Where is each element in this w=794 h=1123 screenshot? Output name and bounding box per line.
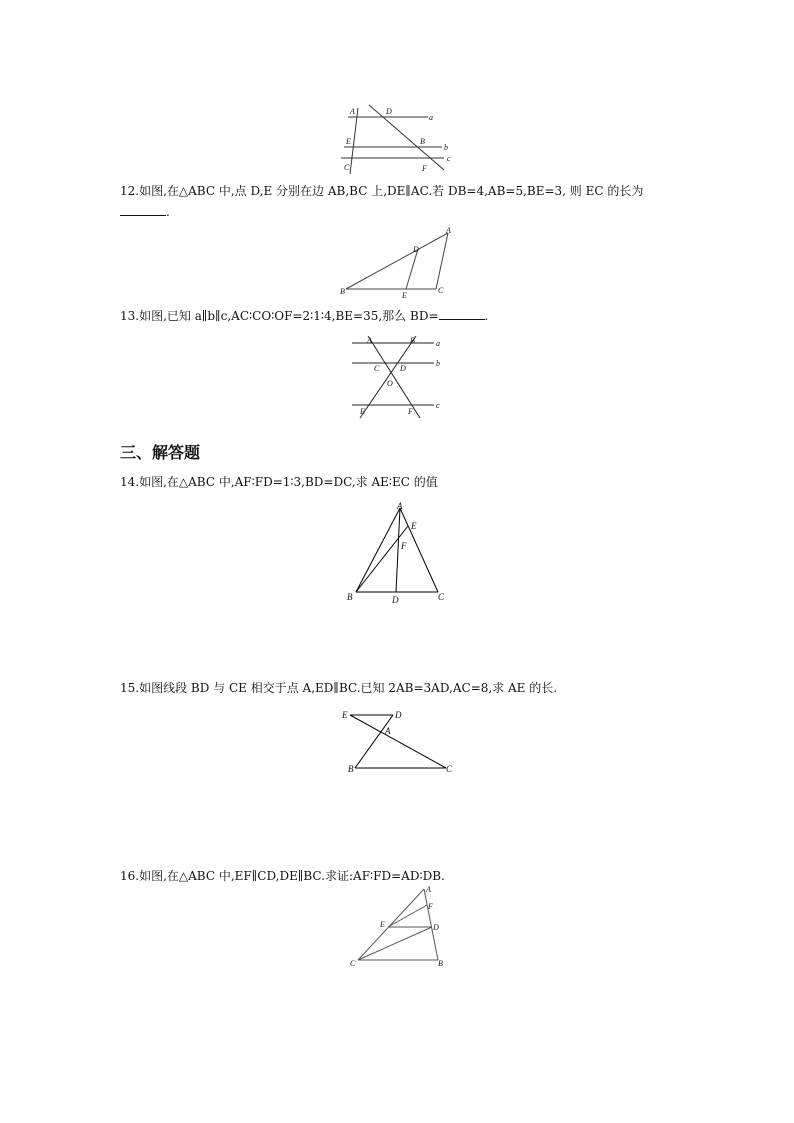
question-12-answer-line: . <box>120 204 170 220</box>
label-F: F <box>428 902 433 911</box>
question-12 <box>120 183 643 199</box>
label-E: E <box>402 291 407 298</box>
label-A: A <box>426 885 431 894</box>
label-F: F <box>408 407 413 416</box>
question-14 <box>120 474 438 490</box>
label-B: B <box>340 287 345 296</box>
question-13-end: . <box>484 309 489 323</box>
label-C: C <box>438 286 444 295</box>
label-line-a: a <box>436 339 440 348</box>
label-B: B <box>420 137 425 146</box>
label-D: D <box>386 107 392 116</box>
label-B: B <box>347 592 353 602</box>
label-line-c: c <box>436 401 440 410</box>
label-line-c: c <box>447 154 451 163</box>
label-A: A <box>367 336 372 345</box>
figure-12 <box>338 226 460 298</box>
label-E: E <box>411 521 417 531</box>
label-line-b: b <box>444 143 448 152</box>
label-F: F <box>422 164 427 173</box>
figure-13 <box>346 334 448 422</box>
answer-blank[interactable] <box>120 204 166 216</box>
label-D: D <box>395 710 402 720</box>
label-line-b: b <box>436 359 440 368</box>
section-title: 三、解答题 <box>120 443 201 462</box>
label-D: D <box>433 923 439 932</box>
section-heading <box>120 440 200 463</box>
label-D: D <box>413 245 419 254</box>
question-14-text: 14.如图,在△ABC 中,AF∶FD=1∶3,BD=DC,求 AE∶EC 的值 <box>120 475 438 489</box>
label-A: A <box>350 107 355 116</box>
label-D: D <box>392 595 399 605</box>
question-13 <box>120 308 488 324</box>
label-B: B <box>410 336 415 345</box>
label-E: E <box>346 137 351 146</box>
label-A: A <box>385 726 391 736</box>
label-line-a: a <box>429 113 433 122</box>
label-D: D <box>400 364 406 373</box>
label-C: C <box>350 959 356 968</box>
figure-11 <box>336 100 464 176</box>
question-13-text: 13.如图,已知 a∥b∥c,AC∶CO∶OF=2∶1∶4,BE=35,那么 BD= <box>120 309 439 323</box>
question-15-text: 15.如图线段 BD 与 CE 相交于点 A,ED∥BC.已知 2AB=3AD,AC=8,求 AE 的长. <box>120 681 558 695</box>
figure-15 <box>340 706 458 776</box>
label-C: C <box>374 364 380 373</box>
question-16 <box>120 868 445 884</box>
label-E: E <box>360 407 365 416</box>
label-E: E <box>342 710 348 720</box>
label-B: B <box>438 959 443 968</box>
label-B: B <box>348 764 354 774</box>
label-C: C <box>438 592 445 602</box>
figure-14 <box>344 502 448 606</box>
label-F: F <box>401 541 407 551</box>
label-C: C <box>344 163 350 172</box>
label-E: E <box>380 920 385 929</box>
label-A: A <box>397 502 403 511</box>
label-A: A <box>446 226 451 235</box>
label-C: C <box>446 764 453 774</box>
question-16-text: 16.如图,在△ABC 中,EF∥CD,DE∥BC.求证:AF∶FD=AD∶DB. <box>120 869 445 883</box>
label-O: O <box>387 379 393 388</box>
figure-16 <box>346 884 452 968</box>
question-12-text: 12.如图,在△ABC 中,点 D,E 分别在边 AB,BC 上,DE∥AC.若 DB=4,AB=5,BE=3, 则 EC 的长为 <box>120 184 644 198</box>
answer-blank[interactable] <box>439 308 485 320</box>
question-15 <box>120 680 557 696</box>
